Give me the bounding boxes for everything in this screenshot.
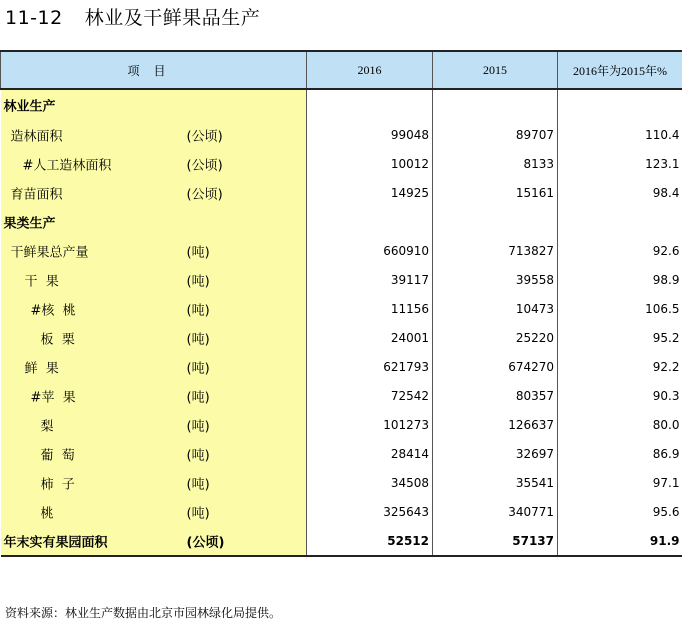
row-unit: (吨) — [186, 361, 210, 376]
row-label-cell — [1, 323, 307, 352]
value-2016: 34508 — [307, 468, 433, 497]
value-ratio: 98.9 — [558, 265, 682, 294]
row-unit: (公顷) — [186, 535, 225, 550]
value-ratio: 97.1 — [558, 468, 682, 497]
row-label-cell — [1, 89, 307, 120]
row-label-cell — [1, 497, 307, 526]
value-2016: 52512 — [307, 526, 433, 556]
value-ratio: 86.9 — [558, 439, 682, 468]
value-2016: 28414 — [307, 439, 433, 468]
value-ratio: 98.4 — [558, 178, 682, 207]
row-label: 干 果 — [24, 274, 59, 289]
row-label-cell — [1, 236, 307, 265]
row-unit: (公顷) — [186, 129, 223, 144]
table-row — [1, 265, 682, 294]
value-ratio: 92.6 — [558, 236, 682, 265]
value-2016: 72542 — [307, 381, 433, 410]
header-item: 项目 — [1, 51, 307, 89]
value-2015: 126637 — [433, 410, 558, 439]
row-label: 桃 — [40, 506, 54, 521]
row-unit: (公顷) — [186, 187, 223, 202]
value-ratio: 80.0 — [558, 410, 682, 439]
value-2016: 101273 — [307, 410, 433, 439]
row-label: 葡 萄 — [40, 448, 75, 463]
value-2015: 80357 — [433, 381, 558, 410]
table-row — [1, 352, 682, 381]
header-2015: 2015 — [433, 51, 558, 89]
row-label-cell — [1, 468, 307, 497]
row-label-cell — [1, 439, 307, 468]
table-row — [1, 323, 682, 352]
value-ratio: 110.4 — [558, 120, 682, 149]
value-2016: 99048 — [307, 120, 433, 149]
table-row — [1, 497, 682, 526]
value-2015 — [433, 207, 558, 236]
value-2015: 10473 — [433, 294, 558, 323]
row-label-cell — [1, 265, 307, 294]
value-ratio — [558, 89, 682, 120]
value-2016: 39117 — [307, 265, 433, 294]
row-unit: (公顷) — [186, 158, 223, 173]
value-2016: 14925 — [307, 178, 433, 207]
value-ratio: 95.2 — [558, 323, 682, 352]
table-number: 11-12 — [5, 7, 63, 29]
row-label: 林业生产 — [3, 99, 56, 115]
value-2015: 713827 — [433, 236, 558, 265]
value-2015: 674270 — [433, 352, 558, 381]
value-2016: 24001 — [307, 323, 433, 352]
source-note: 资料来源：林业生产数据由北京市园林绿化局提供。 — [5, 606, 282, 620]
page-title — [5, 3, 260, 30]
row-unit: (吨) — [186, 303, 210, 318]
row-label: 育苗面积 — [10, 187, 63, 202]
row-label-cell — [1, 352, 307, 381]
row-label: #人工造林面积 — [22, 158, 112, 173]
table-row — [1, 236, 682, 265]
table-row — [1, 468, 682, 497]
row-unit: (吨) — [186, 419, 210, 434]
table-row — [1, 178, 682, 207]
row-label: 造林面积 — [10, 129, 63, 144]
row-label: #苹 果 — [30, 390, 76, 405]
value-2015 — [433, 89, 558, 120]
value-2016: 621793 — [307, 352, 433, 381]
row-label-cell — [1, 294, 307, 323]
header-ratio: 2016年为2015年% — [558, 51, 682, 89]
value-2016: 325643 — [307, 497, 433, 526]
value-ratio — [558, 207, 682, 236]
value-ratio: 123.1 — [558, 149, 682, 178]
row-unit: (吨) — [186, 390, 210, 405]
section-row — [1, 89, 682, 120]
row-label: 果类生产 — [3, 216, 56, 231]
value-2015: 35541 — [433, 468, 558, 497]
value-2015: 25220 — [433, 323, 558, 352]
row-label-cell — [1, 178, 307, 207]
row-label: 柿 子 — [40, 477, 75, 492]
table-row — [1, 439, 682, 468]
row-unit: (吨) — [186, 332, 210, 347]
row-label: #核 桃 — [30, 303, 76, 318]
value-2016: 10012 — [307, 149, 433, 178]
row-unit: (吨) — [186, 477, 210, 492]
row-label: 板 栗 — [40, 332, 75, 347]
value-ratio: 106.5 — [558, 294, 682, 323]
total-row — [1, 526, 682, 556]
row-label: 干鲜果总产量 — [10, 245, 89, 260]
row-label-cell — [1, 526, 307, 556]
header-2016: 2016 — [307, 51, 433, 89]
row-label: 鲜 果 — [24, 361, 59, 376]
row-unit: (吨) — [186, 245, 210, 260]
value-2015: 32697 — [433, 439, 558, 468]
row-label-cell — [1, 207, 307, 236]
value-ratio: 91.9 — [558, 526, 682, 556]
value-2016 — [307, 207, 433, 236]
row-unit: (吨) — [186, 506, 210, 521]
row-label: 梨 — [40, 419, 54, 434]
table-title: 林业及干鲜果品生产 — [84, 7, 261, 29]
value-ratio: 95.6 — [558, 497, 682, 526]
header-row — [1, 51, 682, 89]
value-2015: 8133 — [433, 149, 558, 178]
value-2016: 11156 — [307, 294, 433, 323]
value-2015: 340771 — [433, 497, 558, 526]
row-unit: (吨) — [186, 274, 210, 289]
value-ratio: 90.3 — [558, 381, 682, 410]
table-row — [1, 149, 682, 178]
value-2016 — [307, 89, 433, 120]
section-row — [1, 207, 682, 236]
value-2016: 660910 — [307, 236, 433, 265]
row-label: 年末实有果园面积 — [3, 535, 108, 550]
value-2015: 39558 — [433, 265, 558, 294]
value-ratio: 92.2 — [558, 352, 682, 381]
table-row — [1, 410, 682, 439]
row-label-cell — [1, 410, 307, 439]
value-2015: 89707 — [433, 120, 558, 149]
row-label-cell — [1, 120, 307, 149]
table-row — [1, 294, 682, 323]
row-unit: (吨) — [186, 448, 210, 463]
row-label-cell — [1, 381, 307, 410]
data-table — [0, 50, 682, 557]
row-label-cell — [1, 149, 307, 178]
table-row — [1, 381, 682, 410]
value-2015: 57137 — [433, 526, 558, 556]
value-2015: 15161 — [433, 178, 558, 207]
table-row — [1, 120, 682, 149]
